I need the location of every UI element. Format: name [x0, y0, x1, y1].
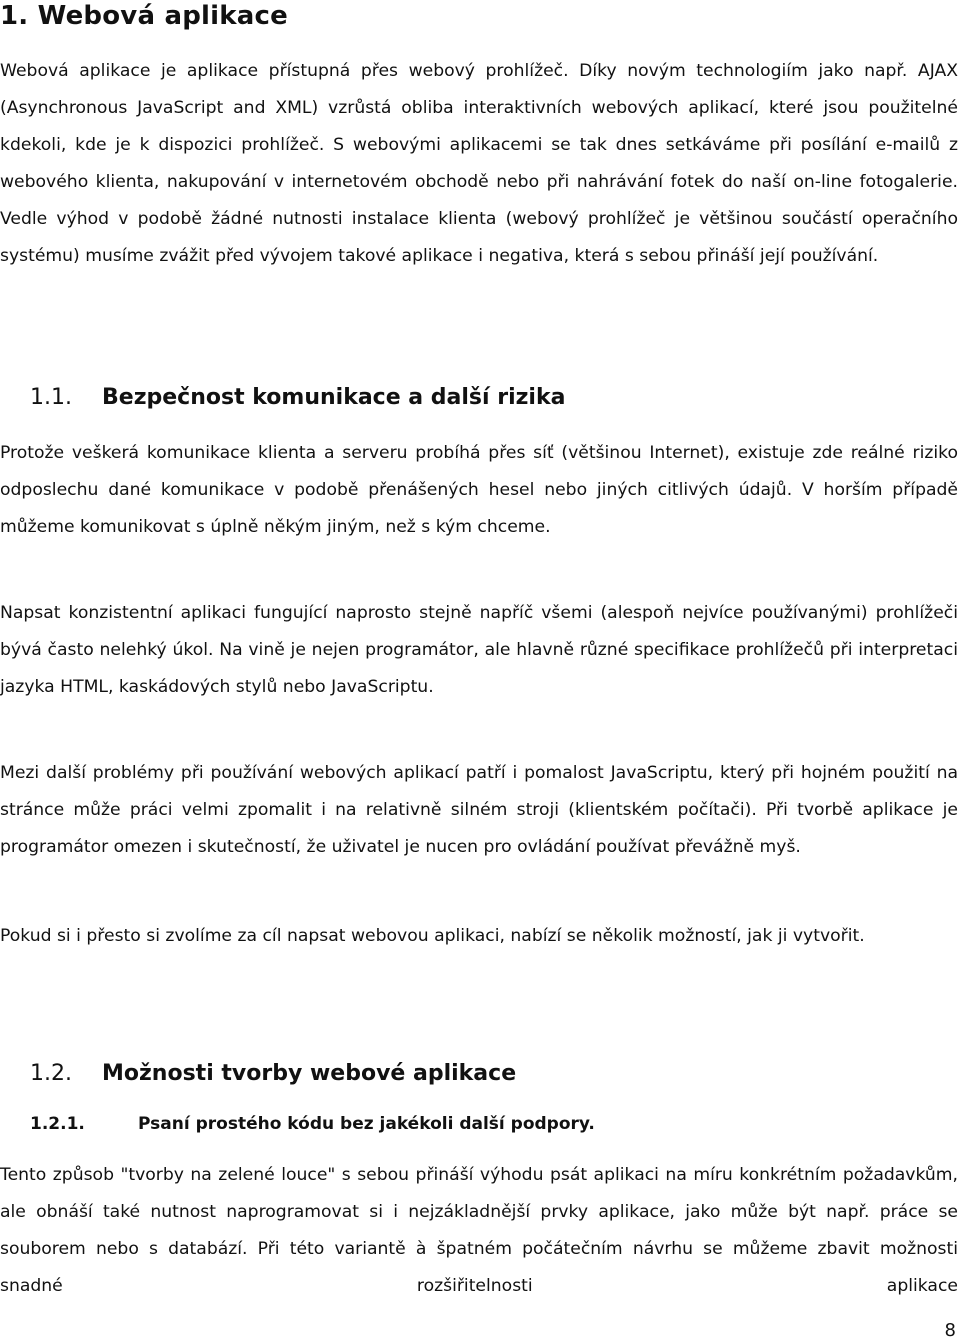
chapter-number: 1.: [0, 1, 29, 31]
intro-paragraph: Webová aplikace je aplikace přístupná přes webový prohlížeč. Díky novým technologiím jako např. AJAX (Asynchronous JavaScript and XML) vzrůstá obliba interaktivních webových aplikací, které jsou použitelné kdekoli, kde je k dispozici prohlížeč. S webovými aplikacemi se tak dnes setkáváme při posílání e-mailů z webového klienta, nakupování v internetovém obchodě nebo při nahrávání fotek do naší on-line fotogalerie. Vedle výhod v podobě žádné nutnosti instalace klienta (webový prohlížeč je většinou součástí operačního systému) musíme zvážit před vývojem takové aplikace i negativa, která s sebou přináší její používání.: [0, 61, 958, 266]
subsection-heading-1-2-1: [30, 1112, 595, 1136]
paragraph-plain-code: Tento způsob "tvorby na zelené louce" s sebou přináší výhodu psát aplikaci na míru konkrétním požadavkům, ale obnáší také nutnost naprogramovat si i nejzákladnější prvky aplikace, jako může být např. práce se souborem nebo s databází. Při této variantě à špatném počátečním návrhu se můžeme zbavit možnosti snadné rozšiřitelnosti aplikace: [0, 1165, 958, 1296]
paragraph-security-4: Pokud si i přesto si zvolíme za cíl napsat webovou aplikaci, nabízí se několik možností, jak ji vytvořit.: [0, 926, 865, 946]
chapter-heading: [0, 0, 288, 32]
section-heading-1-2: [30, 1059, 516, 1089]
section-title: Možnosti tvorby webové aplikace: [102, 1061, 517, 1086]
chapter-title: Webová aplikace: [37, 1, 288, 31]
paragraph-security-2: Napsat konzistentní aplikaci fungující naprosto stejně napříč všemi (alespoň nejvíce používanými) prohlížeči bývá často nelehký úkol. Na vině je nejen programátor, ale hlavně různé specifikace prohlížečů při interpretaci jazyka HTML, kaskádových stylů nebo JavaScriptu.: [0, 603, 958, 697]
subsection-title: Psaní prostého kódu bez jakékoli další podpory.: [138, 1114, 595, 1134]
page-number: 8: [944, 1320, 956, 1341]
section-number: 1.2.: [30, 1061, 72, 1086]
section-number: 1.1.: [30, 385, 72, 410]
section-heading-1-1: [30, 383, 565, 413]
paragraph-security-3: Mezi další problémy při používání webových aplikací patří i pomalost JavaScriptu, který při hojném použití na stránce může práci velmi zpomalit i na relativně silném stroji (klientském počítači). Při tvorbě aplikace je programátor omezen i skutečností, že uživatel je nucen pro ovládání používat převážně myš.: [0, 763, 958, 857]
section-title: Bezpečnost komunikace a další rizika: [102, 385, 566, 410]
paragraph-security-1: Protože veškerá komunikace klienta a serveru probíhá přes síť (většinou Internet), existuje zde reálné riziko odposlechu dané komunikace v podobě přenášených hesel nebo jiných citlivých údajů. V horším případě můžeme komunikovat s úplně někým jiným, než s kým chceme.: [0, 443, 958, 537]
subsection-number: 1.2.1.: [30, 1114, 85, 1134]
